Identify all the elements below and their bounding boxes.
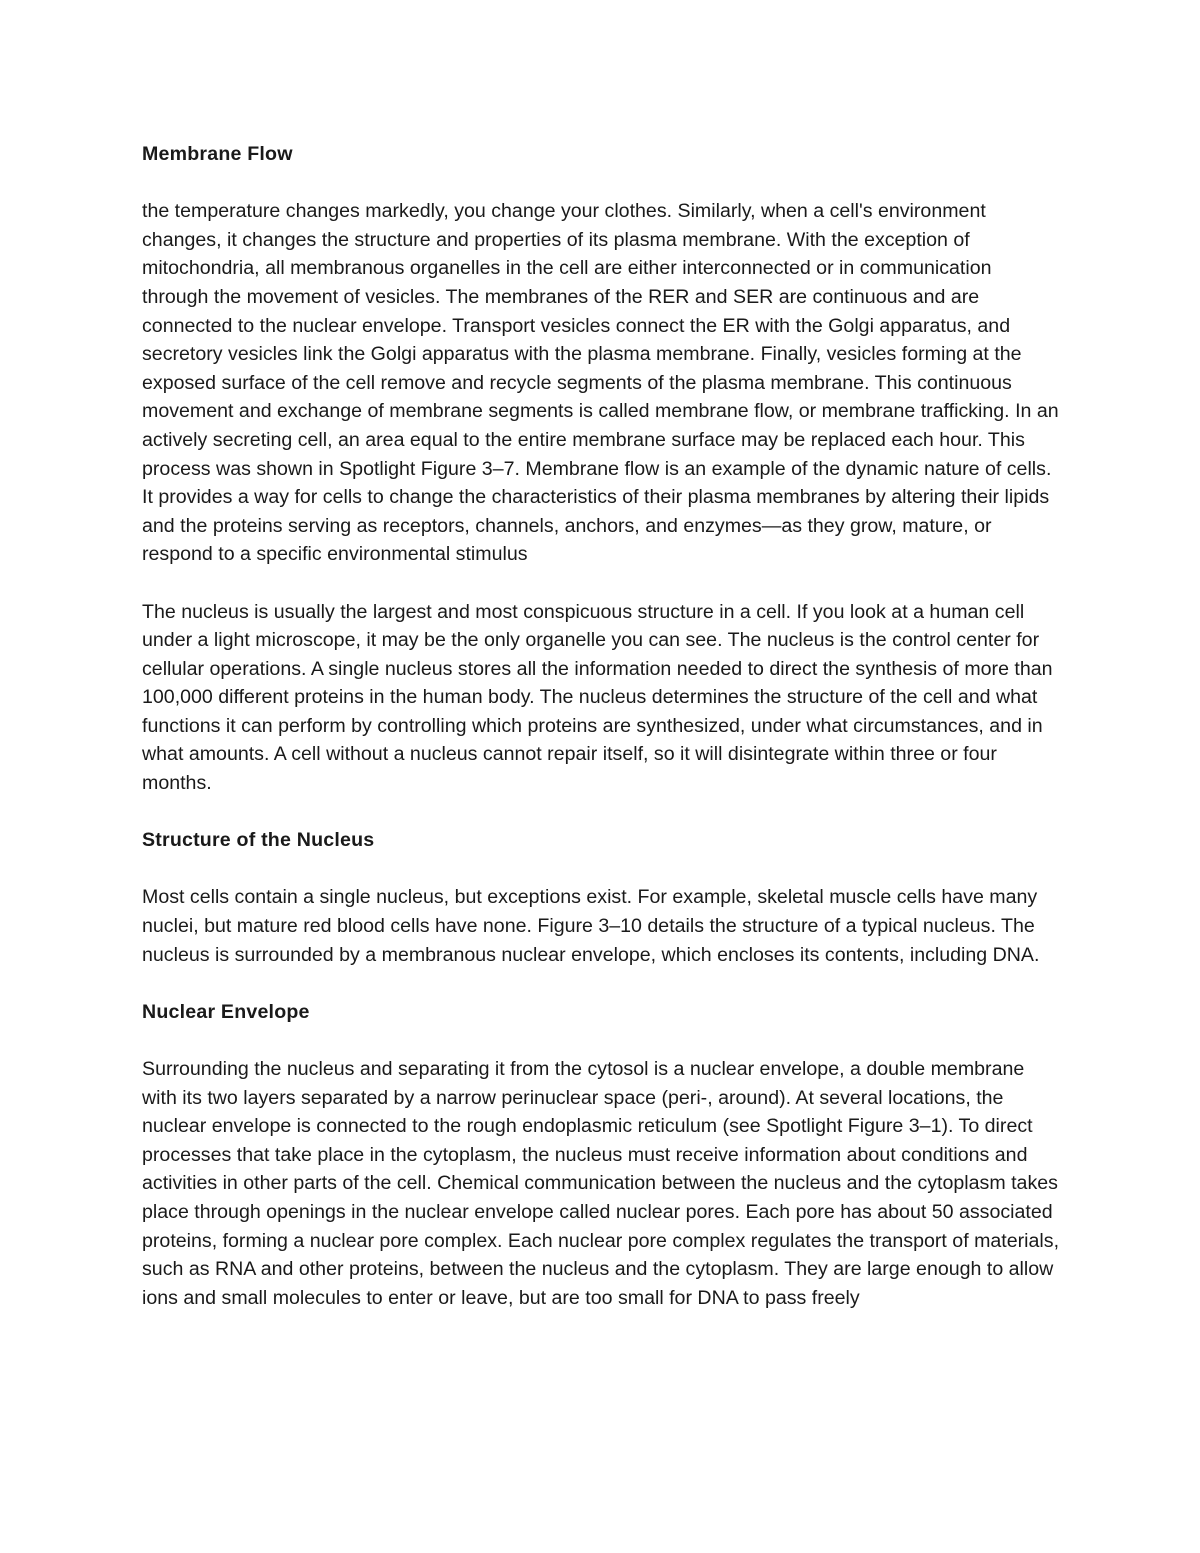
document-body (142, 140, 1062, 1312)
paragraph-membrane-flow: the temperature changes markedly, you change your clothes. Similarly, when a cell's environment changes, it changes the structure and properties of its plasma membrane. With the exception of mitochondria, all membranous organelles in the cell are either interconnected or in communication through the movement of vesicles. The membranes of the RER and SER are continuous and are connected to the nuclear envelope. Transport vesicles connect the ER with the Golgi apparatus, and secretory vesicles link the Golgi apparatus with the plasma membrane. Finally, vesicles forming at the exposed surface of the cell remove and recycle segments of the plasma membrane. This continuous movement and exchange of membrane segments is called membrane flow, or membrane trafficking. In an actively secreting cell, an area equal to the entire membrane surface may be replaced each hour. This process was shown in Spotlight Figure 3–7. Membrane flow is an example of the dynamic nature of cells. It provides a way for cells to change the characteristics of their plasma membranes by altering their lipids and the proteins serving as receptors, channels, anchors, and enzymes—as they grow, mature, or respond to a specific environmental stimulus (142, 200, 1059, 566)
paragraph-structure-of-nucleus: Most cells contain a single nucleus, but exceptions exist. For example, skeletal muscle cells have many nuclei, but mature red blood cells have none. Figure 3–10 details the structure of a typical nucleus. The nucleus is surrounded by a membranous nuclear envelope, which encloses its contents, including DNA. (142, 886, 1040, 966)
spacer (142, 855, 1062, 884)
spacer (142, 969, 1062, 998)
spacer (142, 1026, 1062, 1055)
spacer (142, 169, 1062, 198)
heading-structure-of-nucleus: Structure of the Nucleus (142, 829, 375, 852)
spacer (142, 798, 1062, 827)
paragraph-nuclear-envelope: Surrounding the nucleus and separating it from the cytosol is a nuclear envelope, a double membrane with its two layers separated by a narrow perinuclear space (peri-, around). At several locations, the nuclear envelope is connected to the rough endoplasmic reticulum (see Spotlight Figure 3–1). To direct processes that take place in the cytoplasm, the nucleus must receive information about conditions and activities in other parts of the cell. Chemical communication between the nucleus and the cytoplasm takes place through openings in the nuclear envelope called nuclear pores. Each pore has about 50 associated proteins, forming a nuclear pore complex. Each nuclear pore complex regulates the transport of materials, such as RNA and other proteins, between the nucleus and the cytoplasm. They are large enough to allow ions and small molecules to enter or leave, but are too small for DNA to pass freely (142, 1058, 1060, 1309)
heading-membrane-flow: Membrane Flow (142, 143, 293, 165)
heading-nuclear-envelope: Nuclear Envelope (142, 1000, 310, 1023)
spacer (142, 569, 1062, 598)
paragraph-nucleus-intro: The nucleus is usually the largest and most conspicuous structure in a cell. If you look at a human cell under a light microscope, it may be the only organelle you can see. The nucleus is the control center for cellular operations. A single nucleus stores all the information needed to direct the synthesis of more than 100,000 different proteins in the human body. The nucleus determines the structure of the cell and what functions it can perform by controlling which proteins are synthesized, under what circumstances, and in what amounts. A cell without a nucleus cannot repair itself, so it will disintegrate within three or four months. (142, 600, 1053, 795)
